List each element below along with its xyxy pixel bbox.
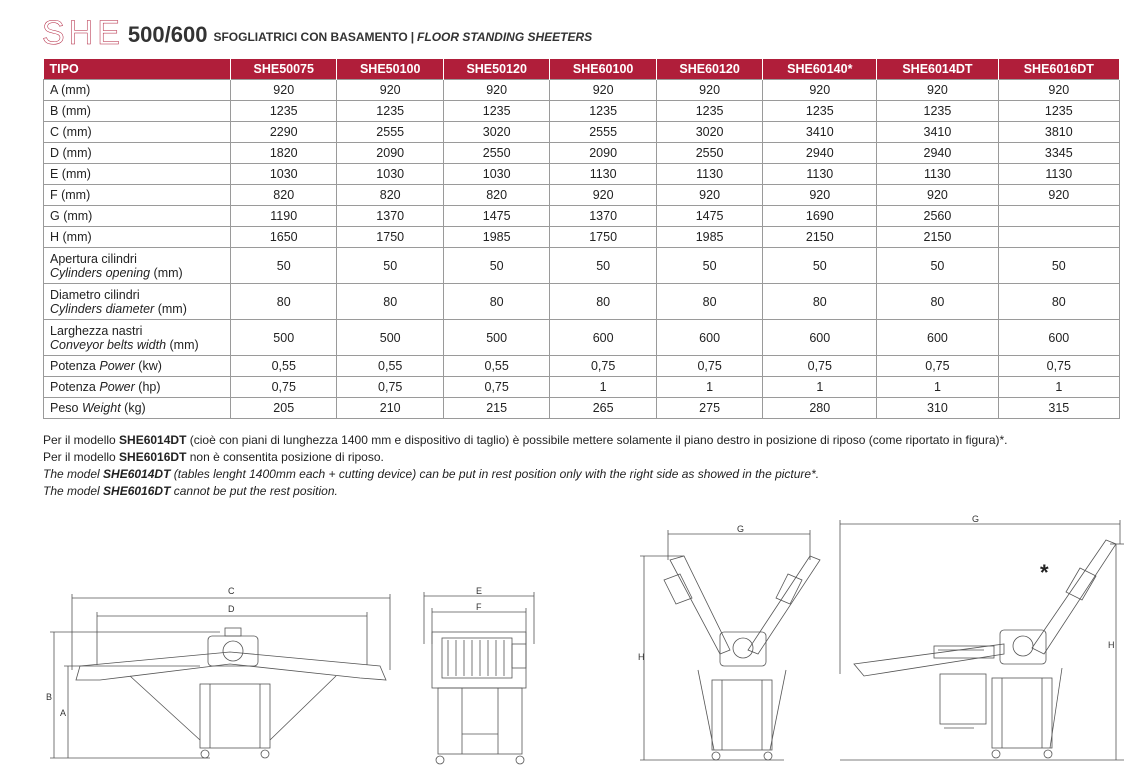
note-text: Per il modello (43, 433, 120, 447)
table-cell: 1130 (656, 164, 762, 185)
table-cell: 280 (763, 398, 877, 419)
table-cell: 0,75 (877, 356, 998, 377)
dim-label-f: F (476, 602, 482, 612)
table-cell: 2290 (231, 122, 337, 143)
table-cell: 1130 (763, 164, 877, 185)
table-row (44, 122, 1120, 143)
notes (43, 432, 1008, 500)
column-header: SHE60140* (763, 59, 877, 80)
row-label (44, 356, 231, 377)
table-cell: 1370 (337, 206, 443, 227)
dim-label-g: G (737, 524, 745, 534)
dim-label-e: E (476, 586, 483, 596)
table-cell: 2550 (656, 143, 762, 164)
table-cell: 80 (443, 284, 549, 320)
table-cell: 1690 (763, 206, 877, 227)
table-cell: 600 (550, 320, 656, 356)
table-cell: 1235 (877, 101, 998, 122)
row-label (44, 248, 231, 284)
table-cell: 80 (231, 284, 337, 320)
table-row (44, 284, 1120, 320)
table-cell: 0,55 (337, 356, 443, 377)
row-label (44, 227, 231, 248)
note-text: non è consentita posizione di riposo. (186, 450, 384, 464)
table-cell: 920 (550, 185, 656, 206)
table-cell: 80 (877, 284, 998, 320)
row-label (44, 143, 231, 164)
column-header: TIPO (44, 59, 231, 80)
row-label-english: Weight (81, 401, 121, 415)
table-cell: 920 (656, 185, 762, 206)
table-cell: 1 (763, 377, 877, 398)
table-cell: 920 (998, 80, 1119, 101)
table-cell: 1130 (998, 164, 1119, 185)
she6014dt-rest-drawing (834, 514, 1134, 778)
table-cell: 0,75 (656, 356, 762, 377)
row-label-english: Cylinders opening (50, 265, 151, 280)
row-label-italian: Potenza (50, 380, 96, 394)
table-cell: 215 (443, 398, 549, 419)
table-cell: 920 (998, 185, 1119, 206)
note-line (43, 449, 1008, 466)
table-cell: 1985 (656, 227, 762, 248)
note-model: SHE6016DT (119, 450, 187, 464)
note-text: cannot be put the rest position. (170, 484, 338, 498)
dim-label-c: C (228, 586, 235, 596)
table-cell: 50 (231, 248, 337, 284)
table-cell: 1235 (998, 101, 1119, 122)
rest-position-drawing (634, 520, 834, 778)
row-label-italian: E (mm) (50, 167, 91, 181)
row-label-unit: (kw) (138, 359, 162, 373)
table-row (44, 80, 1120, 101)
table-cell: 50 (550, 248, 656, 284)
table-cell: 1235 (550, 101, 656, 122)
dim-label-a: A (60, 708, 67, 718)
table-row (44, 227, 1120, 248)
table-cell: 920 (877, 80, 998, 101)
note-text: Per il modello (43, 450, 120, 464)
table-cell: 600 (998, 320, 1119, 356)
table-cell: 210 (337, 398, 443, 419)
table-cell: 600 (656, 320, 762, 356)
row-label-english: Power (99, 380, 135, 394)
table-cell: 3810 (998, 122, 1119, 143)
row-label-unit: (kg) (124, 401, 146, 415)
dim-label-b: B (46, 692, 53, 702)
column-header: SHE6014DT (877, 59, 998, 80)
spec-table-header (44, 59, 1120, 80)
table-cell: 80 (998, 284, 1119, 320)
table-cell: 500 (443, 320, 549, 356)
row-label-italian: F (mm) (50, 188, 91, 202)
table-cell: 1130 (877, 164, 998, 185)
table-cell: 1 (998, 377, 1119, 398)
row-label (44, 284, 231, 320)
table-cell: 50 (337, 248, 443, 284)
note-line (43, 432, 1008, 449)
brand-logo: SHE (42, 14, 124, 52)
table-row (44, 320, 1120, 356)
row-label-english: Power (99, 359, 135, 373)
table-cell: 2940 (877, 143, 998, 164)
table-cell: 500 (337, 320, 443, 356)
table-cell (998, 227, 1119, 248)
table-cell: 1030 (231, 164, 337, 185)
table-cell: 1 (877, 377, 998, 398)
table-cell: 1235 (231, 101, 337, 122)
table-cell: 1130 (550, 164, 656, 185)
table-cell: 2150 (763, 227, 877, 248)
row-label (44, 206, 231, 227)
table-cell: 1650 (231, 227, 337, 248)
table-cell: 80 (656, 284, 762, 320)
table-cell: 80 (763, 284, 877, 320)
note-text: (tables lenght 1400mm each + cutting device) can be put in rest position only with the right side as showed in the picture*. (170, 467, 820, 481)
row-label-italian: G (mm) (50, 209, 93, 223)
row-label (44, 377, 231, 398)
row-label (44, 101, 231, 122)
row-label-italian: Apertura cilindri (50, 251, 137, 266)
row-label-english: Cylinders diameter (50, 301, 155, 316)
table-cell: 1235 (763, 101, 877, 122)
row-label (44, 320, 231, 356)
table-cell: 310 (877, 398, 998, 419)
note-text: The model (43, 484, 104, 498)
row-label (44, 122, 231, 143)
table-cell: 1 (656, 377, 762, 398)
table-cell: 205 (231, 398, 337, 419)
table-cell: 80 (550, 284, 656, 320)
table-cell: 265 (550, 398, 656, 419)
table-row (44, 248, 1120, 284)
spec-table (43, 59, 1120, 419)
column-header: SHE50120 (443, 59, 549, 80)
table-cell: 80 (337, 284, 443, 320)
table-cell: 1030 (337, 164, 443, 185)
table-cell (998, 206, 1119, 227)
row-label-italian: Peso (50, 401, 79, 415)
table-cell: 50 (877, 248, 998, 284)
table-cell: 920 (550, 80, 656, 101)
row-label-italian: Potenza (50, 359, 96, 373)
row-label-unit: (hp) (138, 380, 161, 394)
table-cell: 1985 (443, 227, 549, 248)
note-model: SHE6014DT (103, 467, 171, 481)
table-cell: 3020 (656, 122, 762, 143)
table-cell: 920 (877, 185, 998, 206)
table-cell: 50 (998, 248, 1119, 284)
table-cell: 275 (656, 398, 762, 419)
table-cell: 1370 (550, 206, 656, 227)
table-cell: 1235 (443, 101, 549, 122)
page-subtitle (213, 24, 592, 50)
row-label-english: Conveyor belts width (50, 337, 167, 352)
table-cell: 1475 (443, 206, 549, 227)
table-cell: 1235 (337, 101, 443, 122)
row-label (44, 80, 231, 101)
table-cell: 0,55 (443, 356, 549, 377)
table-cell: 0,55 (231, 356, 337, 377)
table-row (44, 143, 1120, 164)
table-cell: 50 (443, 248, 549, 284)
column-header: SHE50100 (337, 59, 443, 80)
table-row (44, 206, 1120, 227)
table-cell: 1030 (443, 164, 549, 185)
table-cell: 920 (443, 80, 549, 101)
table-row (44, 377, 1120, 398)
table-cell: 1 (550, 377, 656, 398)
row-label (44, 164, 231, 185)
table-cell: 1235 (656, 101, 762, 122)
model-range: 500/600 (127, 22, 208, 47)
table-cell: 820 (337, 185, 443, 206)
row-label (44, 185, 231, 206)
row-label-italian: B (mm) (50, 104, 91, 118)
dim-label-h: H (638, 652, 645, 662)
row-label-italian: C (mm) (50, 125, 92, 139)
dim-label-g: G (972, 514, 980, 524)
row-label-italian: A (mm) (50, 83, 91, 97)
table-cell: 2555 (337, 122, 443, 143)
table-cell: 1475 (656, 206, 762, 227)
column-header: SHE60100 (550, 59, 656, 80)
row-label-italian: D (mm) (50, 146, 92, 160)
table-cell: 2150 (877, 227, 998, 248)
row-label-unit: (mm) (169, 337, 199, 352)
table-cell: 1820 (231, 143, 337, 164)
table-cell: 0,75 (337, 377, 443, 398)
subtitle-italian: SFOGLIATRICI CON BASAMENTO (213, 30, 408, 44)
column-header: SHE50075 (231, 59, 337, 80)
column-header: SHE60120 (656, 59, 762, 80)
table-cell: 50 (656, 248, 762, 284)
note-model: SHE6016DT (103, 484, 171, 498)
table-row (44, 185, 1120, 206)
table-cell: 2560 (877, 206, 998, 227)
table-cell: 3020 (443, 122, 549, 143)
table-cell: 1750 (337, 227, 443, 248)
rest-asterisk: * (1040, 560, 1049, 585)
table-row (44, 101, 1120, 122)
front-view-drawing (418, 584, 548, 780)
table-cell: 920 (231, 80, 337, 101)
dim-label-d: D (228, 604, 235, 614)
subtitle-separator: | (410, 30, 415, 44)
table-cell: 0,75 (443, 377, 549, 398)
table-cell: 3345 (998, 143, 1119, 164)
row-label-unit: (mm) (153, 265, 183, 280)
page-header (42, 14, 592, 50)
row-label-unit: (mm) (157, 301, 187, 316)
table-cell: 920 (763, 185, 877, 206)
note-text: (cioè con piani di lunghezza 1400 mm e dispositivo di taglio) è possibile mettere solamente il piano destro in posizione di riposo (come riportato in figura)*. (186, 433, 1008, 447)
subtitle-english: FLOOR STANDING SHEETERS (417, 30, 593, 44)
dim-label-h: H (1108, 640, 1115, 650)
column-header: SHE6016DT (998, 59, 1119, 80)
table-cell: 1190 (231, 206, 337, 227)
table-cell: 920 (656, 80, 762, 101)
note-line (43, 466, 1008, 483)
table-cell: 600 (763, 320, 877, 356)
table-cell: 315 (998, 398, 1119, 419)
row-label-italian: H (mm) (50, 230, 92, 244)
note-model: SHE6014DT (119, 433, 187, 447)
table-cell: 2090 (550, 143, 656, 164)
table-cell: 3410 (763, 122, 877, 143)
row-label-italian: Larghezza nastri (50, 323, 143, 338)
row-label-italian: Diametro cilindri (50, 287, 140, 302)
table-cell: 2555 (550, 122, 656, 143)
table-cell: 2550 (443, 143, 549, 164)
table-row (44, 356, 1120, 377)
table-cell: 2940 (763, 143, 877, 164)
table-cell: 50 (763, 248, 877, 284)
table-cell: 920 (763, 80, 877, 101)
table-cell: 0,75 (998, 356, 1119, 377)
note-line (43, 483, 1008, 500)
row-label (44, 398, 231, 419)
spec-table-body (44, 80, 1120, 419)
table-cell: 600 (877, 320, 998, 356)
table-cell: 0,75 (763, 356, 877, 377)
side-view-drawing (40, 580, 420, 780)
table-cell: 0,75 (550, 356, 656, 377)
table-cell: 3410 (877, 122, 998, 143)
table-cell: 920 (337, 80, 443, 101)
table-cell: 500 (231, 320, 337, 356)
table-cell: 2090 (337, 143, 443, 164)
table-cell: 0,75 (231, 377, 337, 398)
table-row (44, 398, 1120, 419)
table-cell: 1750 (550, 227, 656, 248)
table-cell: 820 (231, 185, 337, 206)
table-row (44, 164, 1120, 185)
note-text: The model (43, 467, 104, 481)
table-cell: 820 (443, 185, 549, 206)
